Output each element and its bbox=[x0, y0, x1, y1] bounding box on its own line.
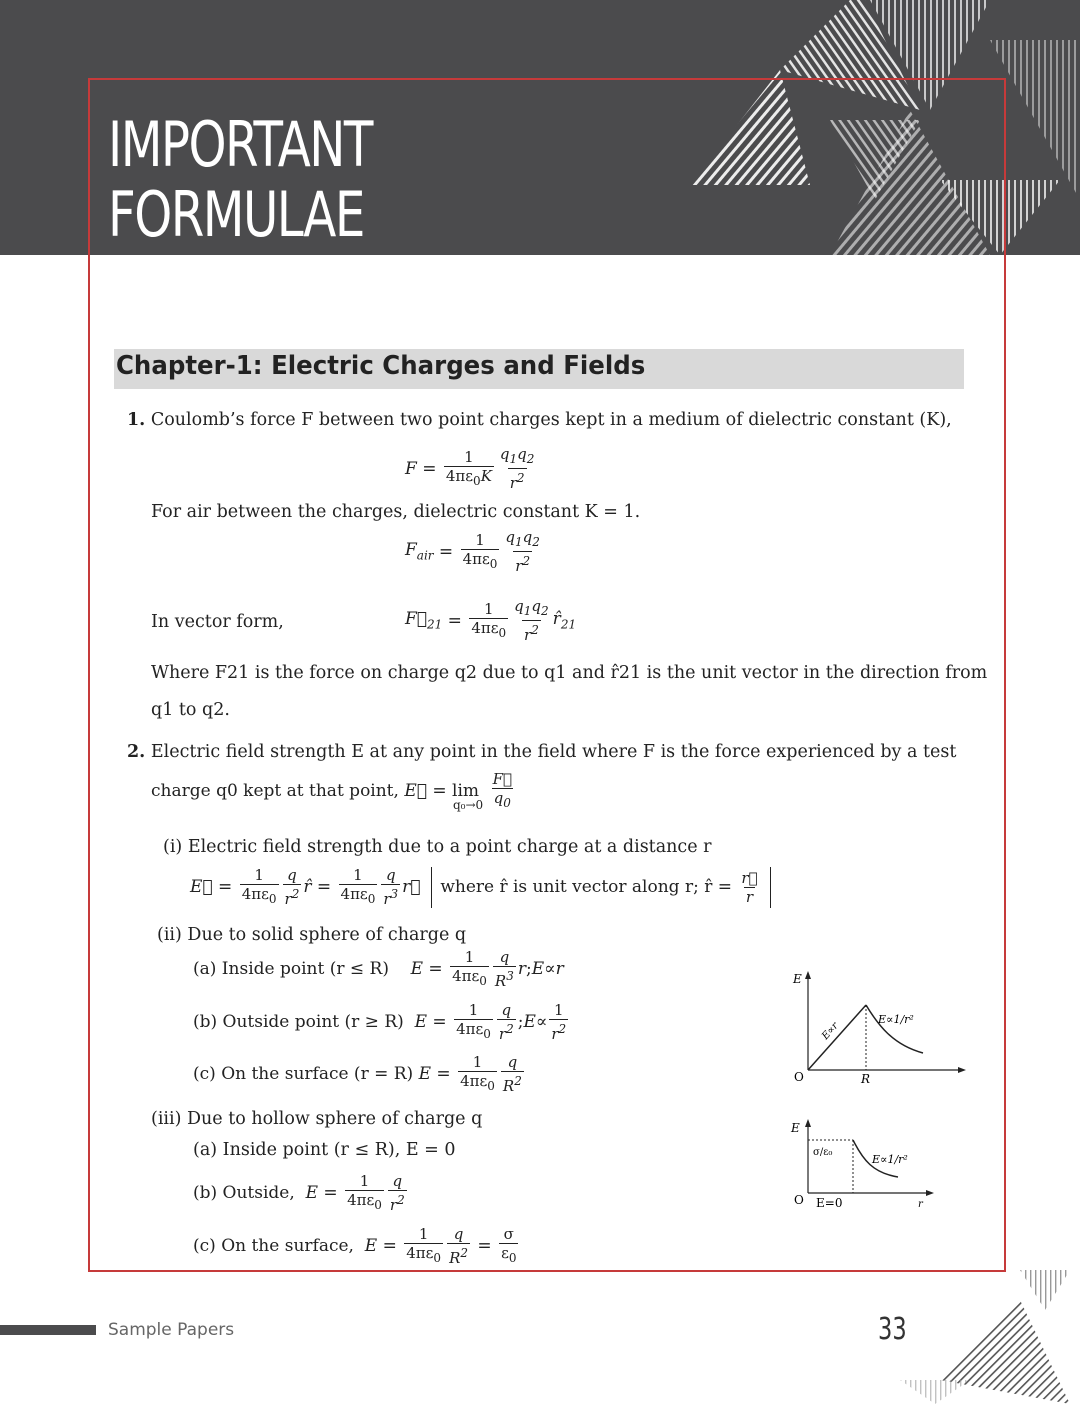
graph1-left-label: E∝r bbox=[820, 1020, 841, 1043]
field-definition: charge q0 kept at that point, E⃗ = lim $_{q_0\to 0}$ $\frac{F⃗}{q_0}$ bbox=[151, 770, 513, 812]
graph1-y-label: E bbox=[793, 972, 802, 986]
graph2-curve-label: E∝1/r² bbox=[872, 1153, 908, 1166]
hollow-surface: (c) On the surface, E = $\frac{1}{4\pi\varepsilon_0}$ $\frac{q}{R^2}$ = $\frac{\sigma}{\varepsilon_0}$ bbox=[193, 1225, 517, 1267]
graph1-linear-part bbox=[808, 1005, 866, 1070]
graph2-x-label: r bbox=[918, 1199, 923, 1210]
footer-label: Sample Papers bbox=[108, 1320, 235, 1340]
where-text: Where F21 is the force on charge q2 due to q1 and r̂21 is the unit vector in the direction from bbox=[151, 663, 988, 683]
hollow-outside: (b) Outside, E = $\frac{1}{4\pi\varepsilon_0}$ $\frac{q}{r^2}$ bbox=[193, 1172, 405, 1214]
item-1: 1. Coulomb’s force F between two point charges kept in a medium of dielectric constant (K), bbox=[127, 410, 952, 430]
graph1-x-label: R bbox=[861, 1072, 871, 1086]
page-number: 33 bbox=[878, 1312, 907, 1347]
footer-decoration bbox=[900, 1270, 1080, 1404]
solid-surface: (c) On the surface (r = R) E = $\frac{1}{4\pi\varepsilon_0}$ $\frac{q}{R^2}$ bbox=[193, 1053, 522, 1095]
coulomb-vector-formula: $F⃗_{21}$ = $\frac{1}{4\pi\varepsilon_0}$ $\frac{q_1q_2}{r^2}$ $r̂_{21}$ bbox=[405, 597, 577, 644]
solid-outside: (b) Outside point (r ≥ R) E = $\frac{1}{4\pi\varepsilon_0}$ $\frac{q}{r^2}$ ; E ∝ $\frac{1}{r^2}$ bbox=[193, 1001, 567, 1043]
coulomb-air-formula: $F_{air}$ = $\frac{1}{4\pi\varepsilon_0}$ $\frac{q_1q_2}{r^2}$ bbox=[405, 528, 540, 575]
page-title: IMPORTANT FORMULAE bbox=[108, 108, 372, 251]
graph1-origin: O bbox=[794, 1070, 804, 1084]
sub-i: (i) Electric field strength due to a point charge at a distance r bbox=[163, 837, 712, 857]
sub-iii: (iii) Due to hollow sphere of charge q bbox=[151, 1109, 483, 1129]
item-2: 2. Electric field strength E at any point in the field where F is the force experienced by a test bbox=[127, 742, 957, 762]
where-text-2: q1 to q2. bbox=[151, 700, 230, 720]
graph2-inside-label: E=0 bbox=[816, 1196, 843, 1210]
graph1-right-label: E∝1/r² bbox=[878, 1013, 914, 1026]
footer-bar bbox=[0, 1325, 96, 1335]
graph2-level-label: σ/ε₀ bbox=[813, 1147, 833, 1158]
vector-form-label: In vector form, bbox=[151, 612, 284, 632]
hollow-inside: (a) Inside point (r ≤ R), E = 0 bbox=[193, 1140, 456, 1160]
solid-sphere-graph bbox=[788, 965, 968, 1090]
chapter-title: Chapter-1: Electric Charges and Fields bbox=[116, 351, 646, 381]
point-charge-formula: E⃗ = $\frac{1}{4\pi\varepsilon_0}$ $\frac{q}{r^2}$ r̂ = $\frac{1}{4\pi\varepsilon_0}$ $\frac{q}{r^3}$ r⃗ where r̂ is unit vector along r; r̂ = $\frac{r⃗}{r}$ bbox=[190, 866, 771, 908]
graph2-y-label: E bbox=[791, 1121, 800, 1135]
graph2-origin: O bbox=[794, 1193, 804, 1207]
air-text: For air between the charges, dielectric constant K = 1. bbox=[151, 502, 641, 522]
sub-ii: (ii) Due to solid sphere of charge q bbox=[157, 925, 467, 945]
solid-inside: (a) Inside point (r ≤ R) E = $\frac{1}{4\pi\varepsilon_0}$ $\frac{q}{R^3}$ r ; E ∝ r bbox=[193, 948, 564, 990]
coulomb-formula: F = $\frac{1}{4\pi\varepsilon_0K}$ $\frac{q_1q_2}{r^2}$ bbox=[405, 445, 535, 492]
hollow-sphere-graph bbox=[788, 1115, 938, 1215]
